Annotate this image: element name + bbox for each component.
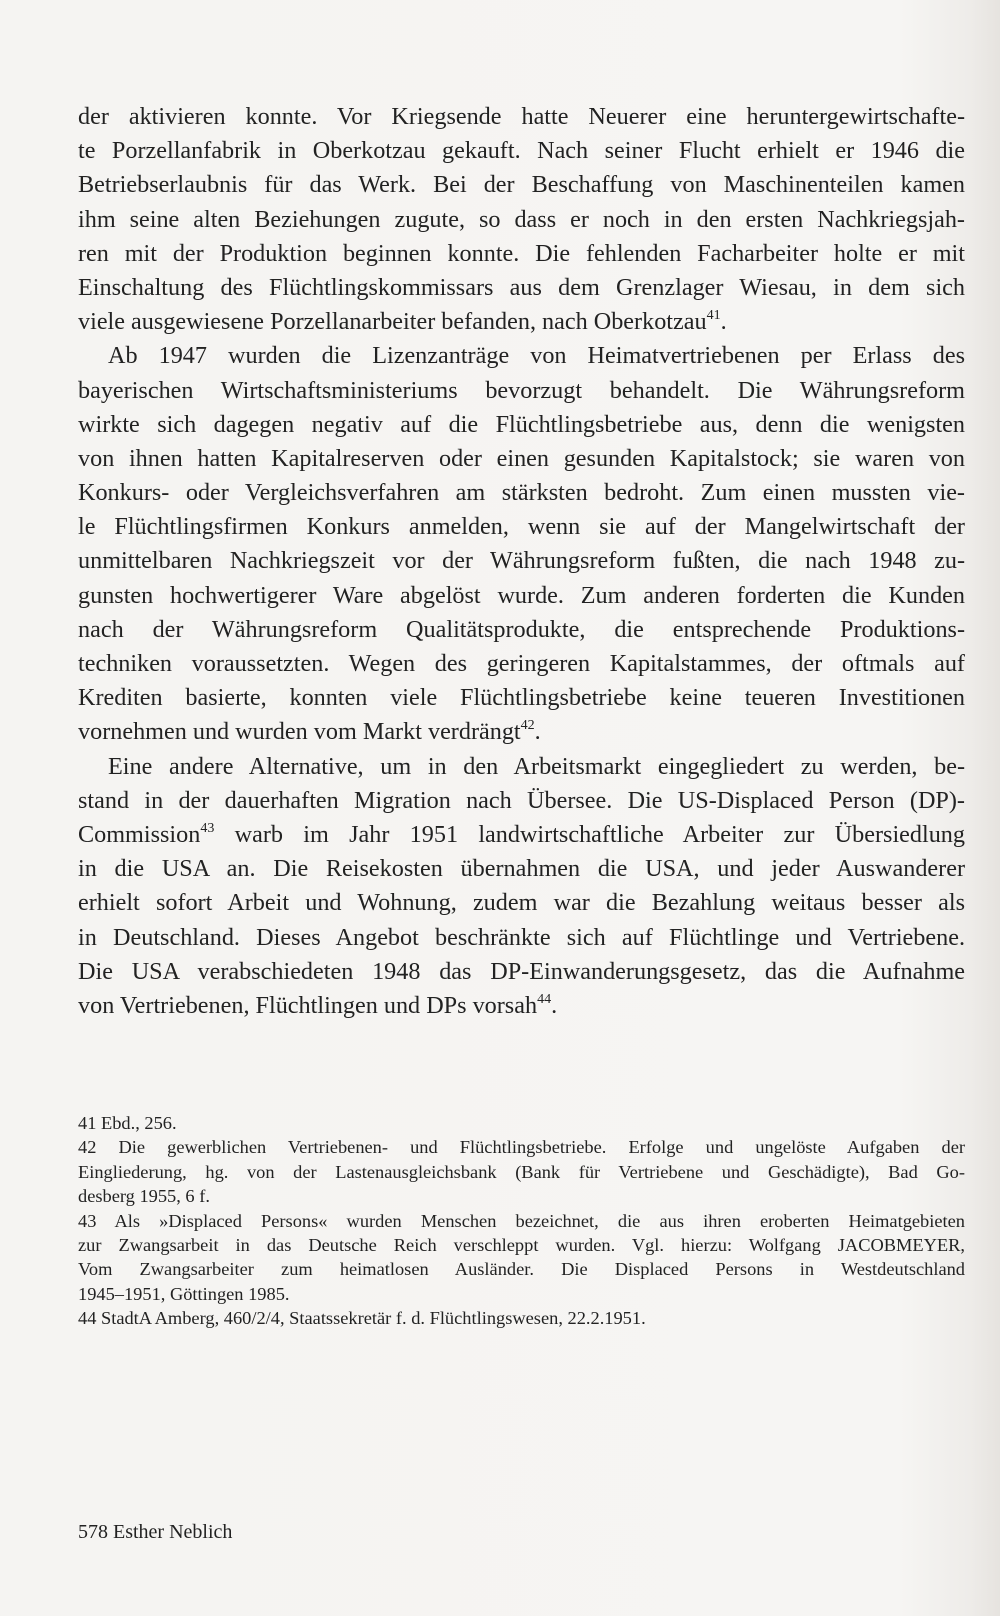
text-line-content: unmittelbaren Nachkriegszeit vor der Währungsreform fußten, die nach 1948 zu- — [78, 547, 965, 575]
text-line-tail: . — [720, 308, 727, 336]
text-line-content: te Porzellanfabrik in Oberkotzau gekauft. Nach seiner Flucht erhielt er 1946 die — [78, 137, 965, 165]
text-line-content: erhielt sofort Arbeit und Wohnung, zudem war die Bezahlung weitaus besser als — [78, 889, 965, 917]
text-line-content: Commission — [78, 820, 201, 848]
text-line-content: in die USA an. Die Reisekosten übernahmen die USA, und jeder Auswanderer — [78, 855, 965, 883]
text-line-content: von ihnen hatten Kapitalreserven oder einen gesunden Kapitalstock; sie waren von — [78, 444, 965, 472]
text-line-content: techniken voraussetzten. Wegen des geringeren Kapitalstammes, der oftmals auf — [78, 650, 965, 677]
text-line-content: Eine andere Alternative, um in den Arbeitsmarkt eingegliedert zu werden, be- — [108, 752, 965, 780]
footnote-line: 44 StadtA Amberg, 460/2/4, Staatssekretär f. d. Flüchtlingswesen, 22.2.1951. — [78, 1308, 646, 1329]
text-line-tail: . — [534, 718, 541, 746]
text-line — [78, 408, 965, 442]
footnote-reference[interactable]: 42 — [520, 717, 535, 734]
text-line — [78, 613, 965, 647]
text-line-content: ihm seine alten Beziehungen zugute, so dass er noch in den ersten Nachkriegsjah- — [78, 205, 965, 233]
footnote-reference[interactable]: 43 — [200, 820, 215, 837]
text-line — [78, 818, 965, 852]
footnote-reference[interactable]: 44 — [537, 991, 552, 1008]
text-line — [78, 544, 965, 578]
text-line — [78, 203, 965, 237]
page-footer: 578 Esther Neblich — [78, 1521, 233, 1543]
footnote-line: desberg 1955, 6 f. — [78, 1186, 210, 1207]
text-line-content: stand in der dauerhaften Migration nach Übersee. Die US-Displaced Person (DP)- — [78, 786, 965, 814]
text-line-content: von Vertriebenen, Flüchtlingen und DPs vorsah — [78, 991, 538, 1019]
footnote-reference[interactable]: 41 — [706, 307, 721, 324]
text-line-content: Krediten basierte, konnten viele Flüchtlingsbetriebe keine teueren Investitionen — [78, 684, 965, 712]
text-line — [78, 339, 965, 373]
text-line-content: Einschaltung des Flüchtlingskommissars aus dem Grenzlager Wiesau, in dem sich — [78, 273, 965, 301]
text-line — [78, 442, 965, 476]
text-line-tail: warb im Jahr 1951 landwirtschaftliche Arbeiter zur Übersiedlung — [214, 820, 965, 848]
text-line-content: Ab 1947 wurden die Lizenzanträge von Heimatvertriebenen per Erlass des — [108, 342, 965, 370]
footnote-line: Eingliederung, hg. von der Lastenausgleichsbank (Bank für Vertriebene und Geschädigte), Bad Go- — [78, 1161, 965, 1182]
text-line — [78, 579, 965, 613]
text-line — [78, 374, 965, 408]
text-line-content: Betriebserlaubnis für das Werk. Bei der Beschaffung von Maschinenteilen kamen — [78, 171, 965, 199]
text-line-content: viele ausgewiesene Porzellanarbeiter befanden, nach Oberkotzau — [78, 308, 707, 336]
text-line-content: nach der Währungsreform Qualitätsprodukte, die entsprechende Produktions- — [78, 615, 965, 643]
text-line-content: gunsten hochwertigerer Ware abgelöst wurde. Zum anderen forderten die Kunden — [78, 581, 965, 609]
text-line — [78, 921, 965, 955]
text-line — [78, 989, 965, 1023]
text-line — [78, 852, 965, 886]
text-line-content: ren mit der Produktion beginnen konnte. Die fehlenden Facharbeiter holte er mit — [78, 239, 965, 267]
footnote-line: 41 Ebd., 256. — [78, 1113, 177, 1133]
text-line-tail: . — [551, 991, 558, 1019]
text-line-content: vornehmen und wurden vom Markt verdrängt — [78, 718, 521, 746]
footnote-line: 1945–1951, Göttingen 1985. — [78, 1283, 290, 1304]
text-line — [78, 237, 965, 271]
text-line — [78, 134, 965, 168]
text-line — [78, 647, 965, 681]
text-line — [78, 271, 965, 305]
text-line — [78, 750, 965, 784]
text-line-content: Konkurs- oder Vergleichsverfahren am stärksten bedroht. Zum einen mussten vie- — [78, 479, 965, 507]
text-line — [78, 955, 965, 989]
text-line — [78, 510, 965, 544]
text-line-content: der aktivieren konnte. Vor Kriegsende hatte Neuerer eine heruntergewirtschafte- — [78, 103, 965, 130]
footnote-line: Vom Zwangsarbeiter zum heimatlosen Ausländer. Die Displaced Persons in Westdeutschland — [78, 1259, 965, 1280]
text-line — [78, 681, 965, 715]
text-line — [78, 100, 965, 134]
text-line — [78, 476, 965, 510]
text-line-content: wirkte sich dagegen negativ auf die Flüchtlingsbetriebe aus, denn die wenigsten — [78, 410, 965, 438]
text-line — [78, 784, 965, 818]
footnotes — [78, 1111, 965, 1331]
footnote-line: 42 Die gewerblichen Vertriebenen- und Flüchtlingsbetriebe. Erfolge und ungelöste Aufgaben der — [78, 1137, 965, 1158]
body-text — [78, 100, 965, 1023]
footnote-line: 43 Als »Displaced Persons« wurden Menschen bezeichnet, die aus ihren eroberten Heimatgebieten — [78, 1210, 965, 1231]
text-line — [78, 886, 965, 920]
text-line — [78, 168, 965, 202]
text-line — [78, 305, 965, 339]
text-line-content: bayerischen Wirtschaftsministeriums bevorzugt behandelt. Die Währungsreform — [78, 376, 965, 404]
text-line-content: Die USA verabschiedeten 1948 das DP-Einwanderungsgesetz, das die Aufnahme — [78, 957, 965, 985]
text-line — [78, 715, 965, 749]
text-line-content: in Deutschland. Dieses Angebot beschränkte sich auf Flüchtlinge und Vertriebene. — [78, 923, 965, 951]
text-line-content: le Flüchtlingsfirmen Konkurs anmelden, wenn sie auf der Mangelwirtschaft der — [78, 513, 965, 541]
footnote-line: zur Zwangsarbeit in das Deutsche Reich verschleppt wurden. Vgl. hierzu: Wolfgang JACOBMEYER, — [78, 1234, 965, 1255]
